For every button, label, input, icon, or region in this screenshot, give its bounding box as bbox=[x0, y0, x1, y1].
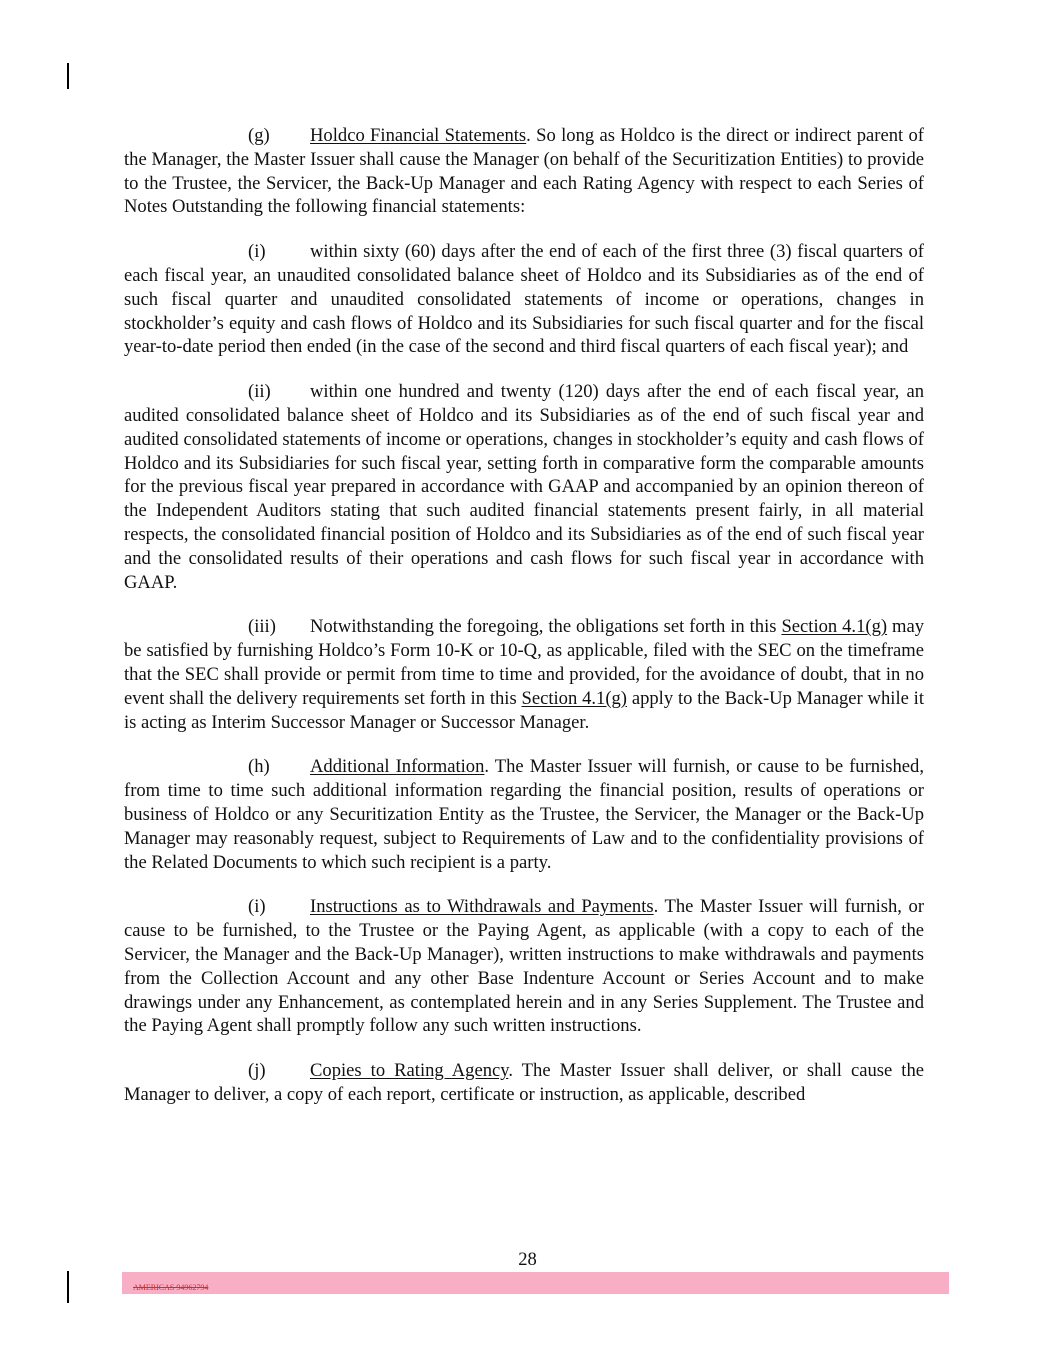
paragraph-i bbox=[124, 895, 924, 1038]
paragraph-g-iii bbox=[124, 615, 924, 734]
paragraph-j bbox=[124, 1059, 924, 1107]
paragraph-text: within one hundred and twenty (120) days after the end of each fiscal year, an audited consolidated balance sheet of Holdco and its Subsidiaries as of the end of such fiscal year and audited consolidated statements of income or operations, changes in stockholder’s equity and cash flows of Holdco and its Subsidiaries for such fiscal year, setting forth in comparative form the comparable amounts for the previous fiscal year prepared in accordance with GAAP and accompanied by an opinion thereon of the Independent Auditors stating that such audited financial statements present fairly, in all material respects, the consolidated financial position of Holdco and its Subsidiaries as of the end of such fiscal year and the consolidated results of their operations and cash flows for such fiscal year in accordance with GAAP. bbox=[124, 381, 924, 593]
paragraph-text: . The Master Issuer will furnish, or cause to be furnished, to the Trustee or the Paying Agent, as applicable (with a copy to each of the Servicer, the Manager and the Back-Up Manager), written instructions to make withdrawals and payments from the Collection Account and any other Base Indenture Account or Series Account and to make drawings under any Enhancement, as contemplated herein and in any Series Supplement. The Trustee and the Paying Agent shall promptly follow any such written instructions. bbox=[124, 896, 925, 1037]
paragraph-text: . So long as Holdco is the direct or indirect parent of the Manager, the Master Issuer shall cause the Manager (on behalf of the Securitization Entities) to provide to the Trustee, the Servicer, the Back-Up Manager and each Rating Agency with respect to each Series of Notes Outstanding the following financial statements: bbox=[124, 125, 924, 218]
paragraph-h bbox=[124, 755, 924, 874]
paragraph-label: (h) bbox=[248, 756, 270, 778]
paragraph-label: (g) bbox=[248, 125, 270, 146]
paragraph-g-ii bbox=[124, 380, 924, 594]
paragraph-label: (j) bbox=[248, 1060, 266, 1082]
paragraph-text: apply to the Back-Up Manager while it is acting as Interim Successor Manager or Successor Manager. bbox=[124, 687, 925, 733]
paragraph-heading: Instructions as to Withdrawals and Payments bbox=[310, 896, 654, 918]
paragraph-text: . The Master Issuer shall deliver, or shall cause the Manager to deliver, a copy of each report, certificate or instruction, as applicable, described bbox=[124, 1060, 924, 1105]
paragraph-text: Notwithstanding the foregoing, the obligations set forth in this bbox=[310, 616, 782, 638]
paragraph-text: . The Master Issuer will furnish, or cause to be furnished, from time to time such additional information regarding the financial position, results of operations or business of Holdco or any Securitization Entity as the Trustee, the Servicer, the Manager or the Back-Up Manager may reasonably request, subject to Requirements of Law and to the confidentiality provisions of the Related Documents to which such recipient is a party. bbox=[124, 756, 924, 873]
revision-bar-bottom bbox=[67, 1271, 69, 1303]
paragraph-text: may be satisfied by furnishing Holdco’s Form 10-K or 10-Q, as applicable, filed with the SEC on the timeframe that the SEC shall provide or permit from time to time and provided, for the avoidance of doubt, that in no event shall the delivery requirements set forth in this bbox=[124, 616, 925, 709]
paragraph-label: (iii) bbox=[248, 616, 276, 638]
paragraph-heading: Holdco Financial Statements bbox=[310, 125, 527, 146]
document-body bbox=[124, 124, 924, 1128]
paragraph-label: (ii) bbox=[248, 381, 271, 403]
paragraph-heading: Additional Information bbox=[310, 756, 485, 778]
paragraph-g-i bbox=[124, 240, 924, 359]
paragraph-text: within sixty (60) days after the end of each of the first three (3) fiscal quarters of each fiscal year, an unaudited consolidated balance sheet of Holdco and its Subsidiaries as of the end of such fiscal quarter and unaudited consolidated statements of income or operations, changes in stockholder’s equity and cash flows of Holdco and its Subsidiaries for such fiscal quarter and for the fiscal year-to-date period then ended (in the case of the second and third fiscal quarters of each fiscal year); and bbox=[124, 241, 924, 358]
paragraph-heading: Copies to Rating Agency bbox=[310, 1060, 509, 1082]
section-reference: Section 4.1(g) bbox=[521, 687, 628, 709]
paragraph-label: (i) bbox=[248, 896, 266, 918]
paragraph-g bbox=[124, 124, 924, 219]
page-number: 28 bbox=[518, 1249, 537, 1270]
section-reference: Section 4.1(g) bbox=[781, 616, 888, 638]
revision-bar-top bbox=[67, 63, 69, 89]
footer-band bbox=[122, 1272, 949, 1294]
document-id: AMERICAS 94962794 bbox=[133, 1283, 209, 1292]
paragraph-label: (i) bbox=[248, 241, 266, 263]
